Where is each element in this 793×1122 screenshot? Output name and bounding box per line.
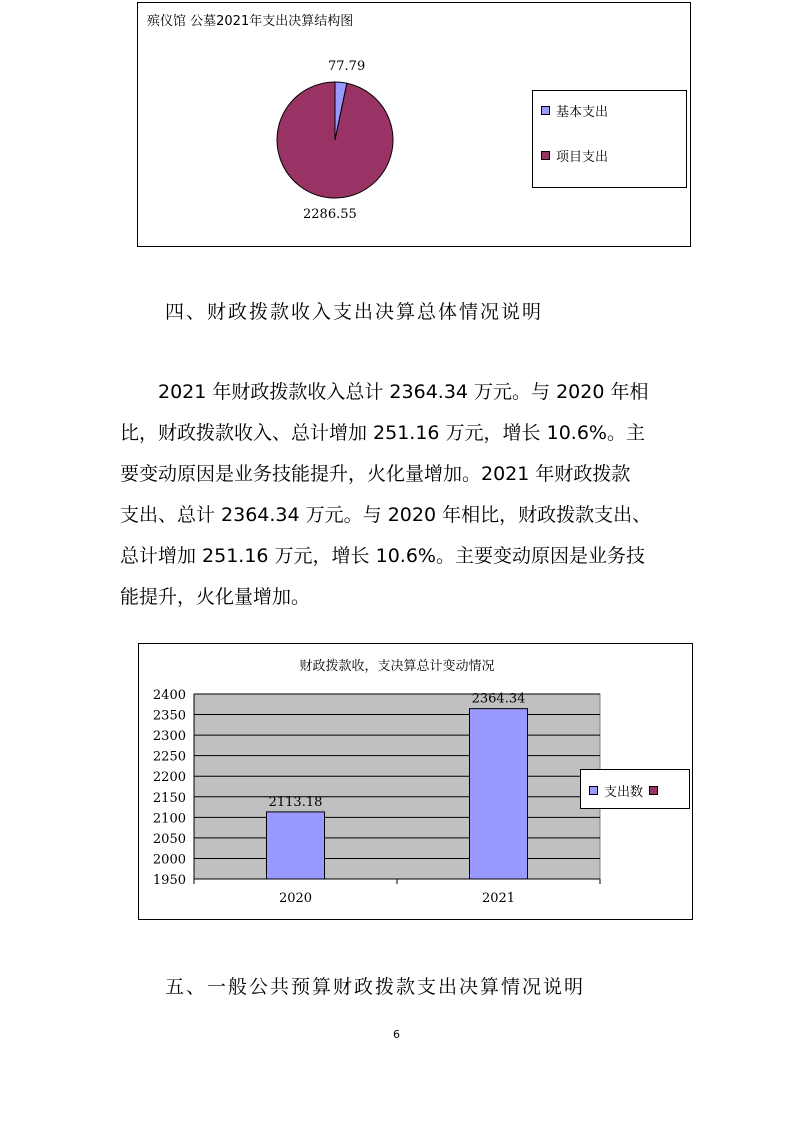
bar-legend: [580, 769, 690, 809]
plot-area: [194, 691, 600, 879]
pie-slice-1: [277, 82, 393, 198]
pie-legend-item: [541, 146, 608, 165]
page-number: 6: [393, 1028, 400, 1041]
pie-legend: [532, 90, 687, 188]
paragraph-line: 要变动原因是业务技能提升，火化量增加。2021 年财政拨款: [120, 463, 631, 485]
bar-data-label: 2113.18: [268, 794, 323, 810]
legend-swatch-basic: [541, 106, 550, 115]
pie-legend-item: [541, 101, 608, 120]
paragraph-line: 能提升，火化量增加。: [120, 586, 311, 608]
legend-swatch-expense: [589, 786, 598, 795]
legend-swatch-second: [649, 786, 658, 795]
y-tick-label: 2350: [152, 708, 186, 724]
y-tick-label: 2200: [152, 770, 186, 786]
y-tick-label: 2300: [152, 729, 186, 745]
legend-label-project: 项目支出: [556, 150, 609, 165]
bar-2021: [470, 709, 528, 879]
legend-label-expense: 支出数: [604, 785, 644, 800]
section-heading-4: 四、财政拨款收入支出决算总体情况说明: [165, 301, 544, 323]
section-heading-5: 五、一般公共预算财政拨款支出决算情况说明: [165, 976, 586, 998]
pie-label-project: 2286.55: [303, 207, 357, 222]
x-tick-label: 2021: [481, 891, 516, 906]
section4-paragraph: [120, 372, 680, 618]
y-tick-label: 2250: [152, 749, 186, 765]
bar-2020: [267, 812, 325, 879]
bar-chart-title: 财政拨款收，支决算总计变动情况: [299, 659, 495, 674]
y-tick-label: 1950: [152, 873, 186, 888]
bar-legend-item: [589, 781, 664, 800]
y-tick-label: 2150: [152, 790, 186, 806]
pie-label-basic: 77.79: [328, 59, 366, 74]
y-tick-label: 2000: [152, 852, 186, 868]
bar-chart-panel: [138, 643, 693, 920]
paragraph-line: 总计增加 251.16 万元，增长 10.6%。主要变动原因是业务技: [120, 545, 645, 567]
y-tick-label: 2050: [152, 831, 186, 847]
y-tick-label: 2400: [152, 688, 186, 703]
bar-data-label: 2364.34: [471, 691, 526, 707]
x-tick-label: 2020: [278, 891, 313, 906]
paragraph-line: 支出、总计 2364.34 万元。与 2020 年相比，财政拨款支出、: [120, 504, 652, 526]
pie-chart-title: 殡仪馆 公墓2021年支出决算结构图: [147, 14, 354, 29]
pie-chart-panel: [137, 2, 691, 247]
paragraph-line: 比，财政拨款收入、总计增加 251.16 万元，增长 10.6%。主: [120, 422, 645, 444]
legend-swatch-project: [541, 151, 550, 160]
paragraph-line: 2021 年财政拨款收入总计 2364.34 万元。与 2020 年相: [158, 381, 649, 403]
y-tick-label: 2100: [152, 811, 186, 827]
legend-label-basic: 基本支出: [556, 105, 609, 120]
